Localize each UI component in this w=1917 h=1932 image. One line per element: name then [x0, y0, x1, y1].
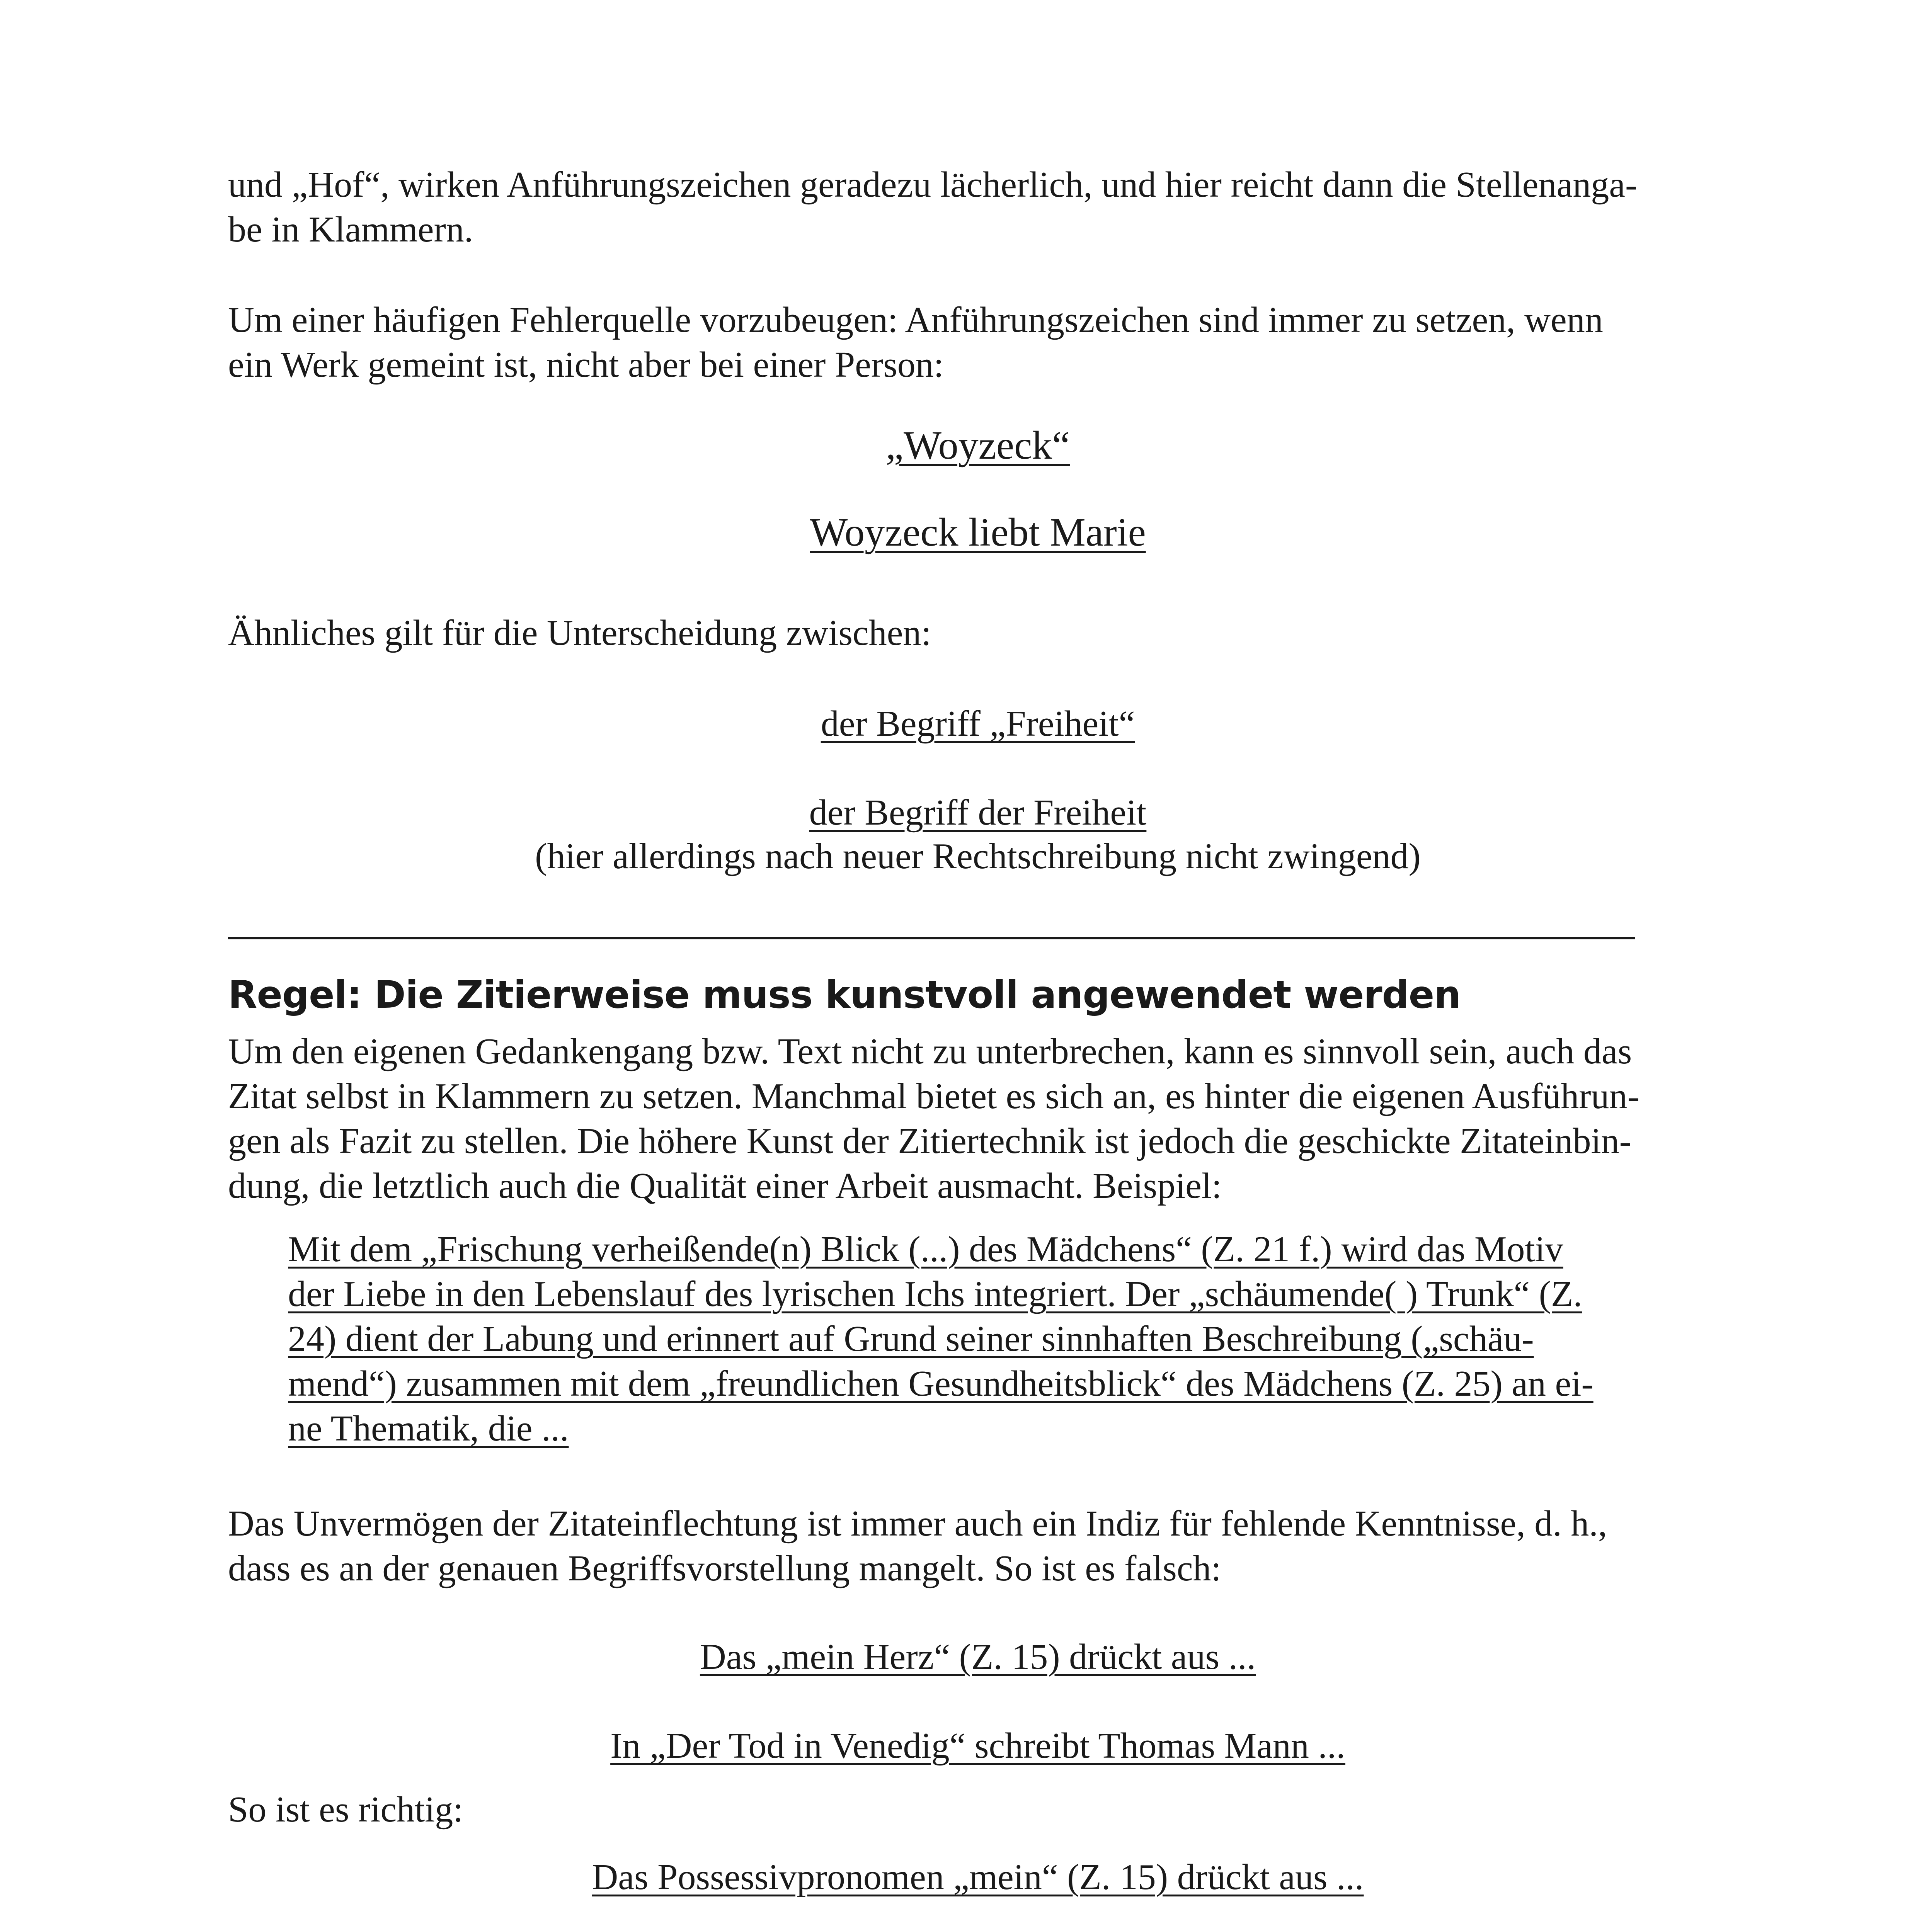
inability-line: dass es an der genauen Begriffsvorstellung mangelt. So ist es falsch:: [228, 1548, 1221, 1588]
similar-paragraph: [228, 611, 1728, 655]
similar-line: Ähnliches gilt für die Unterscheidung zwischen:: [228, 613, 931, 653]
rule-line: Um den eigenen Gedankengang bzw. Text nicht zu unterbrechen, kann es sinnvoll sein, auch das: [228, 1031, 1632, 1071]
concept-quoted: der Begriff „Freiheit“: [821, 704, 1135, 744]
intro-paragraph: [228, 162, 1728, 252]
intro-line: be in Klammern.: [228, 209, 473, 250]
example-quote-line: der Liebe in den Lebenslauf des lyrischen Ichs integriert. Der „schäumende( ) Trunk“ (Z.: [288, 1274, 1582, 1314]
concept-plain: der Begriff der Freiheit: [809, 793, 1147, 833]
concept-note: (hier allerdings nach neuer Rechtschreibung nicht zwingend): [535, 836, 1421, 876]
example-person-sentence: Woyzeck liebt Marie: [810, 510, 1146, 554]
rule-line: gen als Fazit zu stellen. Die höhere Kunst der Zitiertechnik ist jedoch die geschickte Zitateinbin-: [228, 1121, 1631, 1161]
rule-paragraph: [228, 1029, 1728, 1208]
warning-line: ein Werk gemeint ist, nicht aber bei einer Person:: [228, 345, 944, 385]
example-quote-line: 24) dient der Labung und erinnert auf Grund seiner sinnhaften Beschreibung („schäu-: [288, 1319, 1534, 1359]
intro-line: und „Hof“, wirken Anführungszeichen geradezu lächerlich, und hier reicht dann die Stellenanga-: [228, 165, 1638, 205]
inability-paragraph: [228, 1501, 1728, 1591]
correct-label: So ist es richtig:: [228, 1789, 463, 1830]
example-quote-block: [288, 1227, 1695, 1451]
example-quote-line: mend“) zusammen mit dem „freundlichen Gesundheitsblick“ des Mädchens (Z. 25) an ei-: [288, 1364, 1594, 1404]
wrong-example: In „Der Tod in Venedig“ schreibt Thomas Mann ...: [610, 1726, 1345, 1766]
wrong-example: Das „mein Herz“ (Z. 15) drückt aus ...: [700, 1637, 1256, 1677]
warning-line: Um einer häufigen Fehlerquelle vorzubeugen: Anführungszeichen sind immer zu setzen, wenn: [228, 300, 1603, 340]
example-work-title: „Woyzeck“: [885, 423, 1070, 468]
rule-line: dung, die letztlich auch die Qualität einer Arbeit ausmacht. Beispiel:: [228, 1166, 1222, 1206]
horizontal-divider: [228, 937, 1635, 939]
correct-example: Das Possessivpronomen „mein“ (Z. 15) drückt aus ...: [592, 1857, 1364, 1897]
rule-line: Zitat selbst in Klammern zu setzen. Manchmal bietet es sich an, es hinter die eigenen Ausführun-: [228, 1076, 1639, 1116]
example-quote-line: Mit dem „Frischung verheißende(n) Blick (...) des Mädchens“ (Z. 21 f.) wird das Motiv: [288, 1229, 1563, 1269]
rule-heading: Regel: Die Zitierweise muss kunstvoll angewendet werden: [228, 973, 1461, 1017]
warning-paragraph: [228, 298, 1728, 387]
example-quote-line: ne Thematik, die ...: [288, 1408, 569, 1449]
inability-line: Das Unvermögen der Zitateinflechtung ist immer auch ein Indiz für fehlende Kenntnisse, d. h.,: [228, 1503, 1607, 1544]
